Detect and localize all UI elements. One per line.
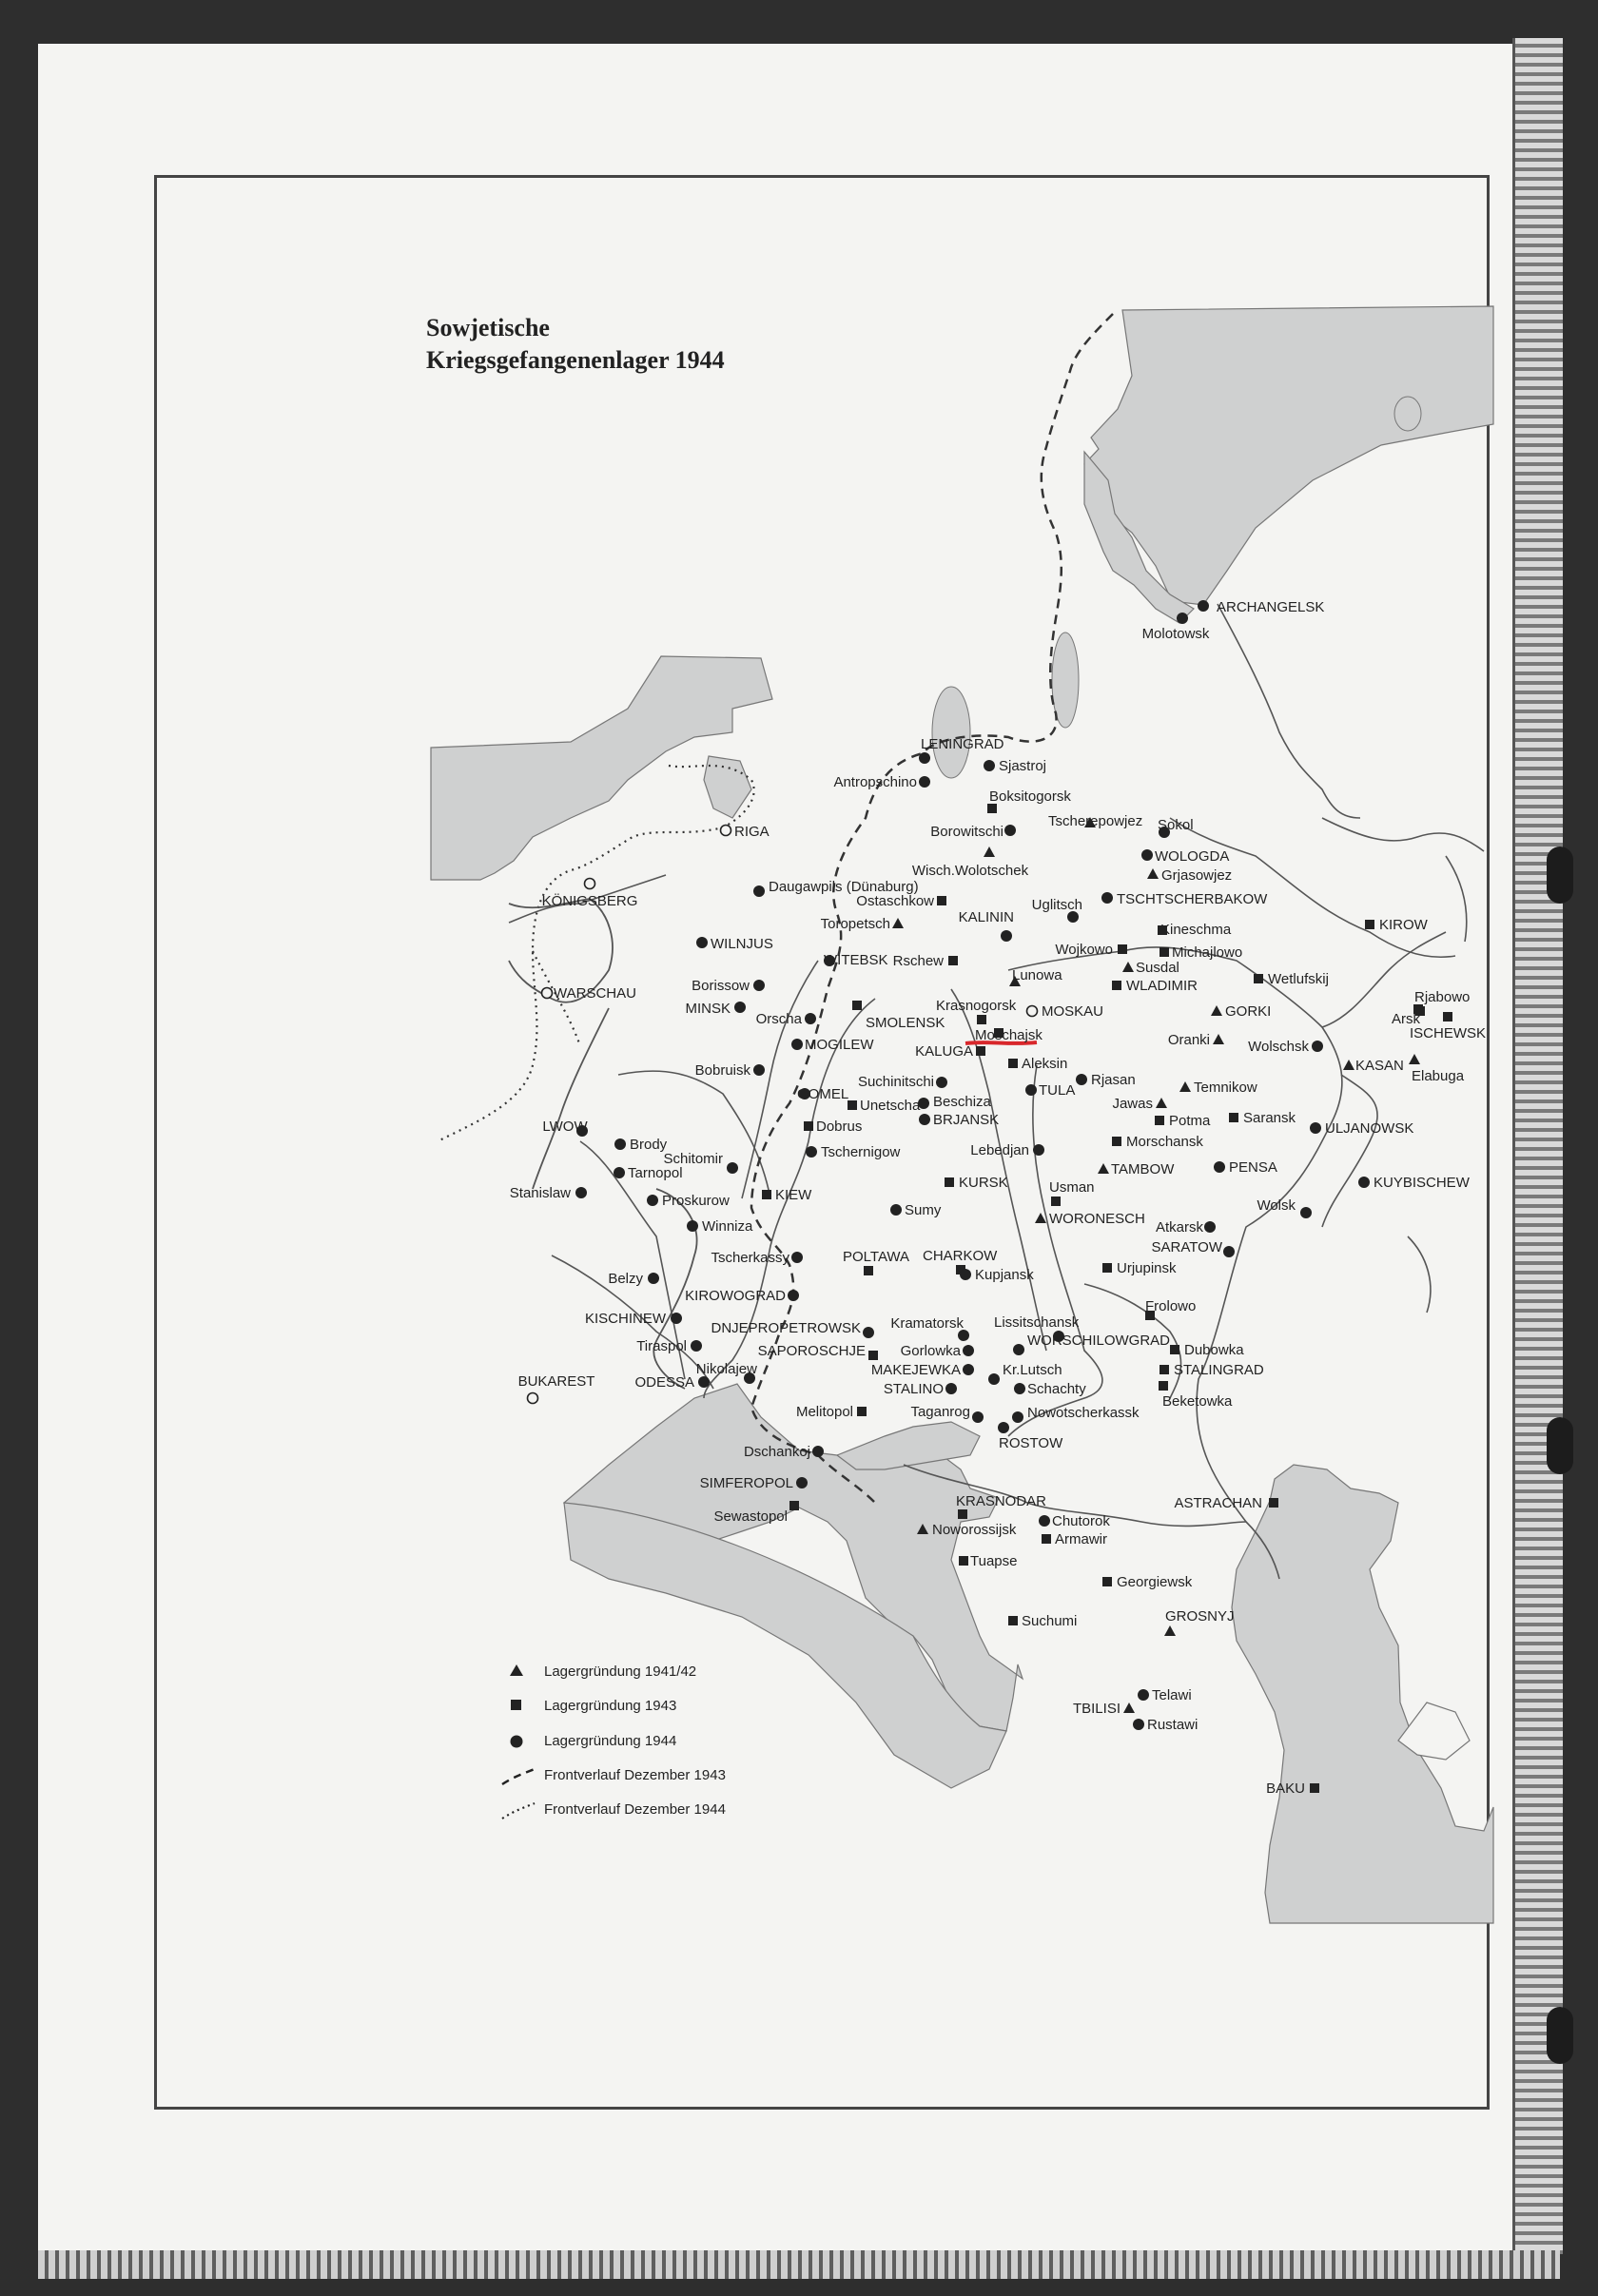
wolschsk-label: Wolschsk — [1248, 1039, 1309, 1055]
koenigsberg-marker — [585, 879, 595, 889]
toropetsch-label: Toropetsch — [820, 916, 890, 932]
kirow-label: KIROW — [1379, 917, 1428, 933]
moskau-marker — [1027, 1006, 1038, 1017]
rjasan-label: Rjasan — [1091, 1072, 1136, 1088]
aleksin-label: Aleksin — [1022, 1056, 1068, 1072]
kineschma-label: Kineschma — [1160, 922, 1232, 938]
map-title-line-1: Sowjetische — [426, 314, 550, 341]
melitopol-label: Melitopol — [795, 1404, 853, 1420]
dubowka-marker — [1170, 1345, 1179, 1354]
schitomir-marker — [727, 1162, 738, 1174]
susdal-label: Susdal — [1136, 960, 1179, 976]
stalingrad-marker — [1160, 1365, 1169, 1374]
sokol-label: Sokol — [1158, 817, 1194, 833]
proskurow-label: Proskurow — [662, 1193, 730, 1209]
armawir-marker — [1042, 1534, 1051, 1544]
moschajsk-label: Moschajsk — [975, 1027, 1043, 1043]
leningrad-label: LENINGRAD — [921, 736, 1004, 752]
rustawi-label: Rustawi — [1147, 1717, 1198, 1733]
dubowka-label: Dubowka — [1184, 1342, 1244, 1358]
dschankoj-label: Dschankoj — [743, 1444, 810, 1460]
dobrus-label: Dobrus — [816, 1119, 863, 1135]
kiew-marker — [762, 1190, 771, 1199]
tula-marker — [1025, 1084, 1037, 1096]
archangelsk-label: ARCHANGELSK — [1217, 599, 1325, 615]
charkow-label: CHARKOW — [923, 1248, 998, 1264]
suchumi-label: Suchumi — [1022, 1613, 1078, 1629]
daugawpils-label: Daugawpils (Dünaburg) — [769, 879, 919, 895]
tula-label: TULA — [1039, 1082, 1076, 1099]
suchumi-marker — [1008, 1616, 1018, 1625]
gorlowka-marker — [963, 1345, 974, 1356]
rschew-label: Rschew — [892, 953, 944, 969]
ostaschkow-marker — [937, 896, 946, 905]
barents-white-sea — [1084, 306, 1493, 605]
krasnogorsk-label: Krasnogorsk — [936, 998, 1017, 1014]
susdal-marker — [1122, 962, 1134, 972]
tschernigow-marker — [806, 1146, 817, 1158]
tschtscherbakow-marker — [1101, 892, 1113, 904]
legend — [502, 1664, 726, 1819]
molotowsk-marker — [1177, 613, 1188, 624]
armawir-label: Armawir — [1055, 1531, 1107, 1547]
lwow-label: LWOW — [542, 1119, 588, 1135]
gomel-label: GOMEL — [797, 1086, 849, 1102]
kasan-label: KASAN — [1355, 1058, 1404, 1074]
uljanowsk-marker — [1310, 1122, 1321, 1134]
map-title-line-2: Kriegsgefangenenlager 1944 — [426, 346, 725, 374]
wojkowo-marker — [1118, 944, 1127, 954]
suchinitschi-label: Suchinitschi — [857, 1074, 934, 1090]
witebsk-label: WITEBSK — [824, 952, 888, 968]
oranki-label: Oranki — [1167, 1032, 1210, 1048]
kirowograd-label: KIROWOGRAD — [685, 1288, 786, 1304]
potma-marker — [1155, 1116, 1164, 1125]
white-sea-island — [1394, 397, 1421, 431]
warschau-label: WARSCHAU — [554, 985, 636, 1002]
michajlowo-label: Michajlowo — [1172, 944, 1243, 961]
dobrus-marker — [804, 1121, 813, 1131]
stalingrad-label: STALINGRAD — [1174, 1362, 1264, 1378]
kirow-marker — [1365, 920, 1374, 929]
michajlowo-marker — [1160, 947, 1169, 957]
proskurow-marker — [647, 1195, 658, 1206]
wojkowo-label: Wojkowo — [1055, 942, 1113, 958]
odessa-label: ODESSA — [634, 1374, 694, 1391]
baku-label: BAKU — [1266, 1780, 1305, 1797]
krasnodar-label: KRASNODAR — [956, 1493, 1047, 1509]
wolsk-marker — [1300, 1207, 1312, 1218]
brjansk-marker — [919, 1114, 930, 1125]
atkarsk-label: Atkarsk — [1155, 1219, 1203, 1236]
urjupinsk-marker — [1102, 1263, 1112, 1273]
schachty-marker — [1014, 1383, 1025, 1394]
tambow-marker — [1098, 1163, 1109, 1174]
rschew-marker — [948, 956, 958, 965]
legend-square-symbol — [511, 1700, 521, 1710]
temnikow-label: Temnikow — [1194, 1080, 1257, 1096]
sumy-marker — [890, 1204, 902, 1216]
urjupinsk-label: Urjupinsk — [1117, 1260, 1177, 1276]
legend-circle-symbol — [511, 1736, 523, 1748]
kursk-label: KURSK — [959, 1175, 1008, 1191]
kuybischew-marker — [1358, 1177, 1370, 1188]
wologda-label: WOLOGDA — [1155, 848, 1230, 865]
koenigsberg-label: KÖNIGSBERG — [541, 893, 638, 909]
dnjepropetrowsk-marker — [863, 1327, 874, 1338]
legend-label-1944: Lagergründung 1944 — [544, 1733, 677, 1749]
rjabowo-label: Rjabowo — [1414, 989, 1471, 1005]
usman-marker — [1051, 1197, 1061, 1206]
lissitschansk-label: Lissitschansk — [994, 1314, 1080, 1331]
tschernigow-label: Tschernigow — [821, 1144, 901, 1160]
taganrog-label: Taganrog — [910, 1404, 970, 1420]
borowitschi-label: Borowitschi — [930, 824, 1004, 840]
tiraspol-marker — [691, 1340, 702, 1352]
ostaschkow-label: Ostaschkow — [856, 893, 934, 909]
sumy-label: Sumy — [905, 1202, 942, 1218]
orscha-marker — [805, 1013, 816, 1024]
moskau-label: MOSKAU — [1042, 1003, 1104, 1020]
morschansk-marker — [1112, 1137, 1121, 1146]
makejewka-label: MAKEJEWKA — [870, 1362, 961, 1378]
kiew-label: KIEW — [775, 1187, 812, 1203]
lake-ladoga — [932, 687, 970, 778]
odessa-marker — [698, 1376, 710, 1388]
woroschilowgrad-label: WORSCHILOWGRAD — [1027, 1333, 1170, 1349]
saratow-marker — [1223, 1246, 1235, 1257]
grosnyj-marker — [1164, 1625, 1176, 1636]
frolowo-label: Frolowo — [1145, 1298, 1197, 1314]
rostow-label: ROSTOW — [999, 1435, 1063, 1451]
stanislaw-marker — [575, 1187, 587, 1198]
boksitogorsk-label: Boksitogorsk — [989, 788, 1071, 805]
kischinew-marker — [671, 1313, 682, 1324]
molotowsk-label: Molotowsk — [1141, 626, 1210, 642]
arsk-label: Arsk — [1392, 1011, 1420, 1027]
jawas-label: Jawas — [1112, 1096, 1153, 1112]
telawi-label: Telawi — [1152, 1687, 1192, 1703]
atkarsk-marker — [1204, 1221, 1216, 1233]
borowitschi-marker — [1004, 825, 1016, 836]
tscherepowjez-label: Tscherepowjez — [1048, 813, 1143, 829]
kaluga-label: KALUGA — [915, 1043, 973, 1060]
stalino-marker — [945, 1383, 957, 1394]
uglitsch-label: Uglitsch — [1031, 897, 1082, 913]
wladimir-marker — [1112, 981, 1121, 990]
legend-label-front-1943: Frontverlauf Dezember 1943 — [544, 1767, 726, 1783]
saporoschje-marker — [868, 1351, 878, 1360]
astrachan-marker — [1269, 1498, 1278, 1508]
borissow-marker — [753, 980, 765, 991]
poltawa-marker — [864, 1266, 873, 1275]
tuapse-label: Tuapse — [970, 1553, 1018, 1569]
saransk-label: Saransk — [1243, 1110, 1296, 1126]
legend-dashed-symbol — [502, 1769, 535, 1784]
woronesch-marker — [1035, 1213, 1046, 1223]
krasnodar-marker — [958, 1509, 967, 1519]
rostow-marker — [998, 1422, 1009, 1433]
caspian-sea — [1232, 1465, 1493, 1923]
kursk-marker — [945, 1177, 954, 1187]
ischewsk-marker — [1443, 1012, 1452, 1022]
saporoschje-label: SAPOROSCHJE — [757, 1343, 866, 1359]
winniza-marker — [687, 1220, 698, 1232]
lebedjan-marker — [1033, 1144, 1044, 1156]
nowotscherkassk-label: Nowotscherkassk — [1027, 1405, 1140, 1421]
schachty-label: Schachty — [1027, 1381, 1086, 1397]
baku-marker — [1310, 1783, 1319, 1793]
toropetsch-marker — [892, 918, 904, 928]
kuybischew-label: KUYBISCHEW — [1374, 1175, 1470, 1191]
pensa-label: PENSA — [1229, 1159, 1277, 1176]
sewastopol-label: Sewastopol — [713, 1508, 788, 1525]
wisch-label: Wisch.Wolotschek — [911, 863, 1029, 879]
wladimir-label: WLADIMIR — [1126, 978, 1198, 994]
brody-label: Brody — [630, 1137, 668, 1153]
pensa-marker — [1214, 1161, 1225, 1173]
leningrad-marker — [919, 752, 930, 764]
minsk-label: MINSK — [685, 1001, 731, 1017]
daugawpils-marker — [753, 885, 765, 897]
brjansk-label: BRJANSK — [933, 1112, 1000, 1128]
georgiewsk-label: Georgiewsk — [1117, 1574, 1193, 1590]
tbilisi-label: TBILISI — [1072, 1701, 1121, 1717]
kalinin-label: KALININ — [958, 909, 1014, 925]
krlutsch-marker — [988, 1373, 1000, 1385]
saratow-label: SARATOW — [1151, 1239, 1222, 1255]
boksitogorsk-marker — [987, 804, 997, 813]
wisch-marker — [984, 846, 995, 857]
tiraspol-label: Tiraspol — [636, 1338, 687, 1354]
jawas-marker — [1156, 1098, 1167, 1108]
elabuga-label: Elabuga — [1412, 1068, 1465, 1084]
kischinew-label: KISCHINEW — [584, 1311, 666, 1327]
ischewsk-label: ISCHEWSK — [1410, 1025, 1487, 1041]
usman-label: Usman — [1049, 1179, 1095, 1196]
unetscha-label: Unetscha — [860, 1098, 921, 1114]
beschiza-label: Beschiza — [933, 1094, 991, 1110]
krasnogorsk-marker — [977, 1015, 986, 1024]
rjasan-marker — [1076, 1074, 1087, 1085]
simferopol-label: SIMFEROPOL — [699, 1475, 793, 1491]
sjastroj-marker — [984, 760, 995, 771]
astrachan-label: ASTRACHAN — [1174, 1495, 1262, 1511]
legend-label-1941: Lagergründung 1941/42 — [544, 1664, 697, 1680]
smolensk-label: SMOLENSK — [866, 1015, 945, 1031]
dnjepropetrowsk-label: DNJEPROPETROWSK — [711, 1320, 861, 1336]
temnikow-marker — [1179, 1081, 1191, 1092]
bukarest-marker — [528, 1393, 538, 1404]
taganrog-marker — [972, 1411, 984, 1423]
woronesch-label: WORONESCH — [1049, 1211, 1145, 1227]
borissow-label: Borissow — [692, 978, 750, 994]
mogilew-marker — [791, 1039, 803, 1050]
kupjansk-label: Kupjansk — [975, 1267, 1034, 1283]
beketowka-label: Beketowka — [1162, 1393, 1233, 1410]
grjasowjez-label: Grjasowjez — [1161, 867, 1233, 884]
belzy-label: Belzy — [608, 1271, 643, 1287]
stanislaw-label: Stanislaw — [509, 1185, 571, 1201]
nowotscherkassk-marker — [1012, 1411, 1023, 1423]
smolensk-marker — [852, 1001, 862, 1010]
simferopol-marker — [796, 1477, 808, 1489]
gorlowka-label: Gorlowka — [900, 1343, 961, 1359]
georgiewsk-marker — [1102, 1577, 1112, 1586]
belzy-marker — [648, 1273, 659, 1284]
makejewka-marker — [963, 1364, 974, 1375]
brody-marker — [614, 1138, 626, 1150]
tarnopol-label: Tarnopol — [628, 1165, 683, 1181]
krlutsch-label: Kr.Lutsch — [1003, 1362, 1062, 1378]
sewastopol-marker — [789, 1501, 799, 1510]
telawi-marker — [1138, 1689, 1149, 1701]
wolschsk-marker — [1312, 1041, 1323, 1052]
tscherkassy-label: Tscherkassy — [711, 1250, 789, 1266]
woroschilowgrad-marker — [1013, 1344, 1024, 1355]
tambow-label: TAMBOW — [1111, 1161, 1175, 1177]
kirowograd-marker — [788, 1290, 799, 1301]
schitomir-label: Schitomir — [663, 1151, 723, 1167]
gorki-label: GORKI — [1225, 1003, 1272, 1020]
oranki-marker — [1213, 1034, 1224, 1044]
wilnjus-marker — [696, 937, 708, 948]
riga-label: RIGA — [734, 824, 770, 840]
antropschino-label: Antropschino — [833, 774, 917, 790]
lebedjan-label: Lebedjan — [970, 1142, 1029, 1158]
kupjansk-marker — [960, 1269, 971, 1280]
warschau-marker — [542, 988, 553, 999]
unetscha-marker — [848, 1100, 857, 1110]
chutorok-label: Chutorok — [1052, 1513, 1110, 1529]
wolsk-label: Wolsk — [1257, 1197, 1296, 1214]
tarnopol-marker — [614, 1167, 625, 1178]
wetlufskij-label: Wetlufskij — [1268, 971, 1329, 987]
archangelsk-marker — [1198, 600, 1209, 612]
potma-label: Potma — [1169, 1113, 1211, 1129]
nikolajew-label: Nikolajew — [695, 1361, 757, 1377]
noworossijsk-label: Noworossijsk — [932, 1522, 1017, 1538]
tuapse-marker — [959, 1556, 968, 1566]
antropschino-marker — [919, 776, 930, 788]
legend-dotted-symbol — [502, 1803, 535, 1819]
tschtscherbakow-label: TSCHTSCHERBAKOW — [1117, 891, 1268, 907]
morschansk-label: Morschansk — [1126, 1134, 1203, 1150]
rustawi-marker — [1133, 1719, 1144, 1730]
gorki-marker — [1211, 1005, 1222, 1016]
winniza-label: Winniza — [702, 1218, 753, 1235]
legend-label-1943: Lagergründung 1943 — [544, 1698, 677, 1714]
lunowa-label: Lunowa — [1012, 967, 1062, 983]
dschankoj-marker — [812, 1446, 824, 1457]
bobruisk-marker — [753, 1064, 765, 1076]
legend-label-front-1944: Frontverlauf Dezember 1944 — [544, 1801, 726, 1818]
chutorok-marker — [1039, 1515, 1050, 1527]
kalinin-marker — [1001, 930, 1012, 942]
wologda-marker — [1141, 849, 1153, 861]
sea-of-azov — [837, 1422, 980, 1469]
sjastroj-label: Sjastroj — [999, 758, 1047, 774]
bobruisk-label: Bobruisk — [694, 1062, 750, 1079]
riga-marker — [721, 826, 731, 836]
saransk-marker — [1229, 1113, 1238, 1122]
mogilew-label: MOGILEW — [805, 1037, 874, 1053]
minsk-marker — [734, 1002, 746, 1013]
tscherkassy-marker — [791, 1252, 803, 1263]
elabuga-marker — [1409, 1054, 1420, 1064]
aleksin-marker — [1008, 1059, 1018, 1068]
beketowka-marker — [1159, 1381, 1168, 1391]
orscha-label: Orscha — [755, 1011, 802, 1027]
melitopol-marker — [857, 1407, 867, 1416]
grosnyj-label: GROSNYJ — [1165, 1608, 1235, 1625]
legend-triangle-symbol — [510, 1664, 523, 1676]
stalino-label: STALINO — [883, 1381, 944, 1397]
bukarest-label: BUKAREST — [517, 1373, 595, 1390]
gulf-of-riga — [704, 756, 751, 818]
kramatorsk-label: Kramatorsk — [890, 1315, 964, 1332]
grjasowjez-marker — [1147, 868, 1159, 879]
suchinitschi-marker — [936, 1077, 947, 1088]
kaluga-marker — [976, 1046, 985, 1056]
uljanowsk-label: ULJANOWSK — [1325, 1120, 1414, 1137]
kasan-marker — [1343, 1060, 1354, 1070]
wetlufskij-marker — [1254, 974, 1263, 983]
wilnjus-label: WILNJUS — [711, 936, 773, 952]
tbilisi-marker — [1123, 1703, 1135, 1713]
poltawa-label: POLTAWA — [843, 1249, 910, 1265]
